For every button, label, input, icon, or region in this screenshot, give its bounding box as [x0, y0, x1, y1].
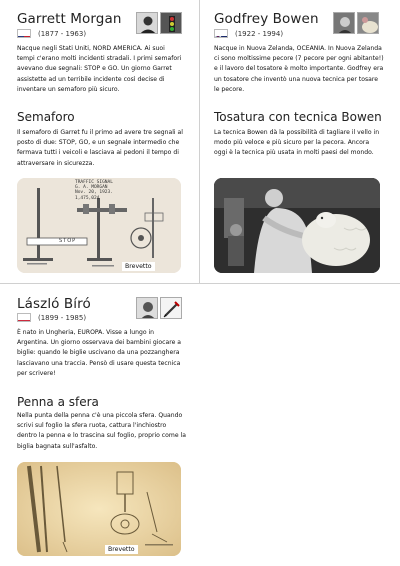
row-divider	[0, 283, 400, 284]
image-caption: Brevetto	[122, 262, 155, 271]
column-divider	[199, 0, 200, 283]
inventor-name: Garrett Morgan	[17, 11, 122, 27]
invention-title: Tosatura con tecnica Bowen	[214, 110, 382, 124]
sign-label: STOP	[59, 238, 77, 244]
intro-text: È nato in Ungheria, EUROPA. Visse a lungo in Argentina. Un giorno osservava dei bambini giocare a biglie: quando le biglie uscivano da una pozzanghera lasciavano una traccia. Pensò di usare questa tecnica per scrivere!	[17, 329, 182, 377]
shearing-photo	[357, 12, 379, 34]
inventor-years: (1877 - 1963)	[38, 30, 87, 38]
portrait-photo	[333, 12, 355, 34]
invention-text: La tecnica Bowen dà la possibilità di tagliare il vello in modo più veloce e più sicuro per la pecora. Ancora oggi è la tecnica più usata in molti paesi del mondo.	[214, 129, 380, 157]
patent-line: 1,475,024	[75, 195, 100, 201]
invention-photo	[160, 12, 182, 34]
invention-title: Penna a sfera	[17, 395, 99, 409]
portrait-photo	[136, 297, 158, 319]
inventor-name: László Bíró	[17, 296, 91, 312]
new-zealand-flag-icon	[214, 29, 228, 38]
inventor-years: (1922 - 1994)	[235, 30, 284, 38]
patent-line: G. A. MORGAN	[75, 185, 108, 191]
patent-header	[75, 180, 113, 201]
ballpoint-pen-icon	[160, 297, 182, 319]
inventor-years: (1899 - 1985)	[38, 314, 87, 322]
ballpoint-patent-image	[17, 462, 181, 556]
usa-flag-icon	[17, 29, 31, 38]
portrait-photo	[136, 12, 158, 34]
hungary-flag-icon	[17, 313, 31, 322]
sheep-shearing-photo	[214, 178, 380, 273]
invention-text: Nella punta della penna c'è una piccola sfera. Quando scrivi sul foglio la sfera ruota, cattura l'inchiostro dentro la penna e lo trascina sul foglio, proprio come la biglia bagnata sull'asfalto.	[17, 412, 186, 450]
inventor-name: Godfrey Bowen	[214, 11, 319, 27]
invention-text: Il semaforo di Garret fu il primo ad avere tre segnali al posto di due: STOP, GO, e un segnale intermedio che fermava tutti i veicoli e lasciava ai pedoni il tempo di attraversare in sicurezza.	[17, 129, 183, 167]
invention-title: Semaforo	[17, 110, 75, 124]
intro-text: Nacque negli Stati Uniti, NORD AMERICA. Ai suoi tempi c'erano molti incidenti stradali. I primi semafori avevano due segnali: STOP e GO. Un giorno Garret assistette ad un terribile incidente così decise di inventare un semaforo più sicuro.	[17, 45, 182, 93]
traffic-signal-patent-image	[17, 178, 181, 273]
patent-line: Nov. 20, 1923.	[75, 190, 113, 196]
image-caption: Brevetto	[105, 545, 138, 554]
intro-text: Nacque in Nuova Zelanda, OCEANIA. In Nuova Zelanda ci sono moltissime pecore (7 pecore per ogni abitante!) e il lavoro del tosatore è molto importante. Godfrey era un tosatore che inventò una nuova tecnica per tosare le pecore.	[214, 45, 384, 93]
patent-line: TRAFFIC SIGNAL	[75, 180, 113, 185]
